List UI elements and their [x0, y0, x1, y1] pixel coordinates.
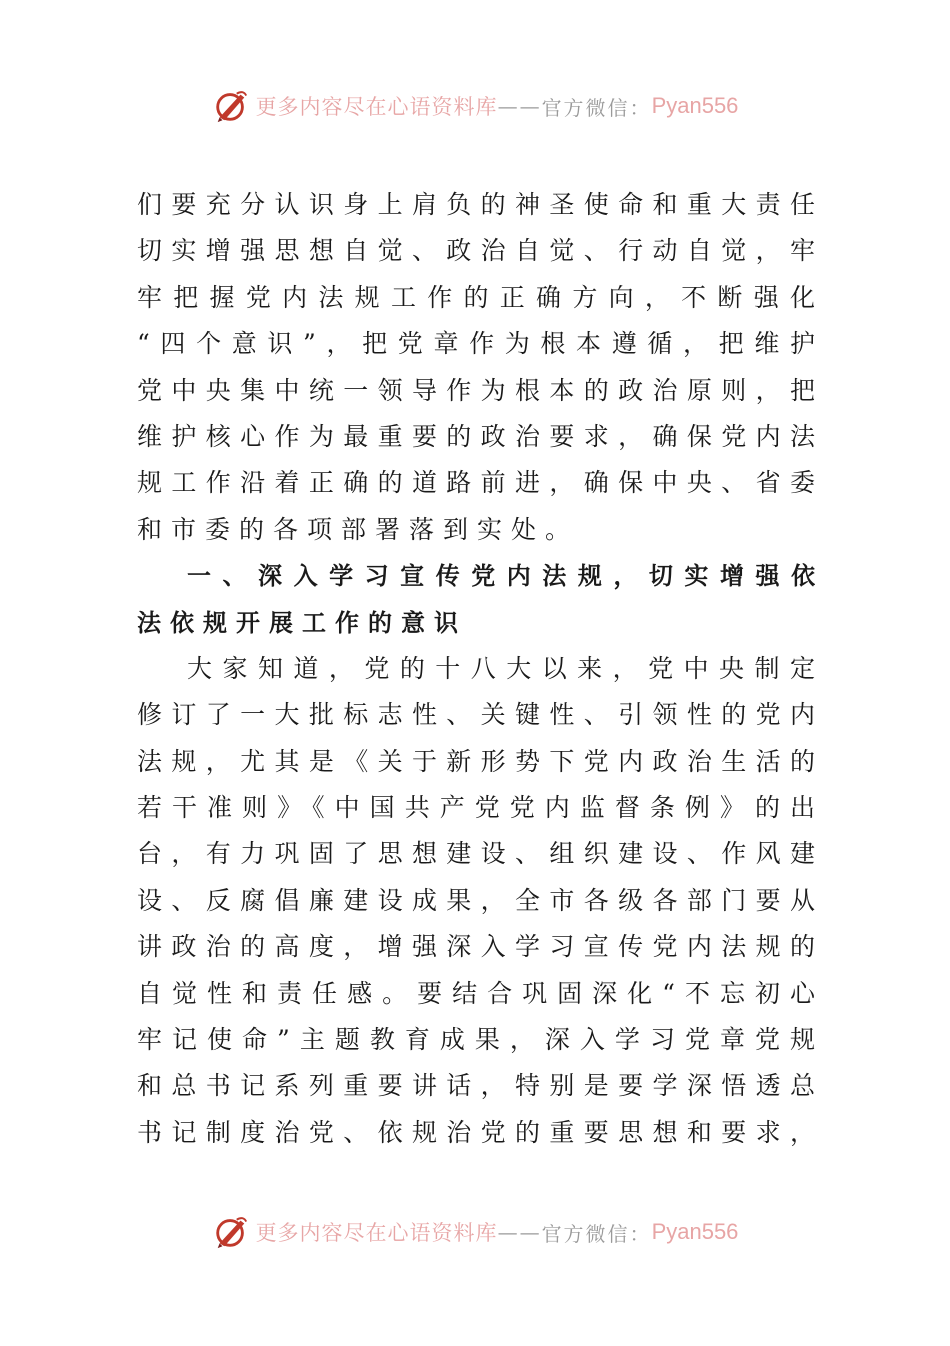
text-line: 牢记使命”主题教育成果，深入学习党章党规	[137, 1025, 815, 1055]
section-heading: 一、深入学习宣传党内法规，切实增强依	[187, 562, 815, 591]
section-heading: 法依规开展工作的意识	[137, 608, 467, 637]
banner-dash: ——	[497, 1220, 542, 1244]
text-line: “四个意识”，把党章作为根本遵循，把维护	[137, 329, 815, 359]
text-line: 党中央集中统一领导作为根本的政治原则，把	[137, 375, 815, 405]
text-line: 和总书记系列重要讲话，特别是要学深悟透总	[137, 1071, 815, 1101]
text-line: 牢把握党内法规工作的正确方向，不断强化	[137, 282, 815, 312]
text-line: 书记制度治党、依规治党的重要思想和要求，	[137, 1117, 815, 1147]
text-line: 设、反腐倡廉建设成果，全市各级各部门要从	[137, 885, 815, 915]
text-line: 法规，尤其是《关于新形势下党内政治生活的	[137, 746, 815, 776]
text-line: 们要充分认识身上肩负的神圣使命和重大责任	[137, 190, 815, 219]
text-line: 切实增强思想自觉、政治自觉、行动自觉，牢	[137, 236, 815, 266]
text-line: 若干准则》《中国共产党党内监督条例》的出	[137, 793, 815, 823]
footer-banner	[0, 1210, 950, 1254]
text-line: 大家知道，党的十八大以来，党中央制定	[187, 653, 815, 683]
banner-official-label: 官方微信：	[541, 95, 652, 120]
banner-official-label: 官方微信：	[541, 1221, 652, 1246]
text-line: 自觉性和责任感。要结合巩固深化“不忘初心	[137, 978, 815, 1008]
text-line: 修订了一大批标志性、关键性、引领性的党内	[137, 700, 815, 730]
text-line: 规工作沿着正确的道路前进，确保中央、省委	[137, 468, 815, 498]
banner-wechat-id: Pyan556	[651, 93, 739, 118]
banner-main-text: 更多内容尽在心语资料库	[255, 95, 498, 119]
text-line: 讲政治的高度，增强深入学习宣传党内法规的	[137, 932, 815, 962]
pen-logo-icon	[212, 1213, 250, 1251]
text-line: 台，有力巩固了思想建设、组织建设、作风建	[137, 839, 815, 869]
banner-wechat-id: Pyan556	[651, 1219, 739, 1244]
document-body	[137, 182, 815, 1156]
pen-logo-icon	[212, 87, 250, 125]
text-line: 和市委的各项部署落到实处。	[137, 514, 580, 544]
banner-main-text: 更多内容尽在心语资料库	[255, 1221, 498, 1245]
text-line: 维护核心作为最重要的政治要求，确保党内法	[137, 421, 815, 451]
banner-dash: ——	[497, 94, 542, 118]
header-banner	[0, 84, 950, 128]
